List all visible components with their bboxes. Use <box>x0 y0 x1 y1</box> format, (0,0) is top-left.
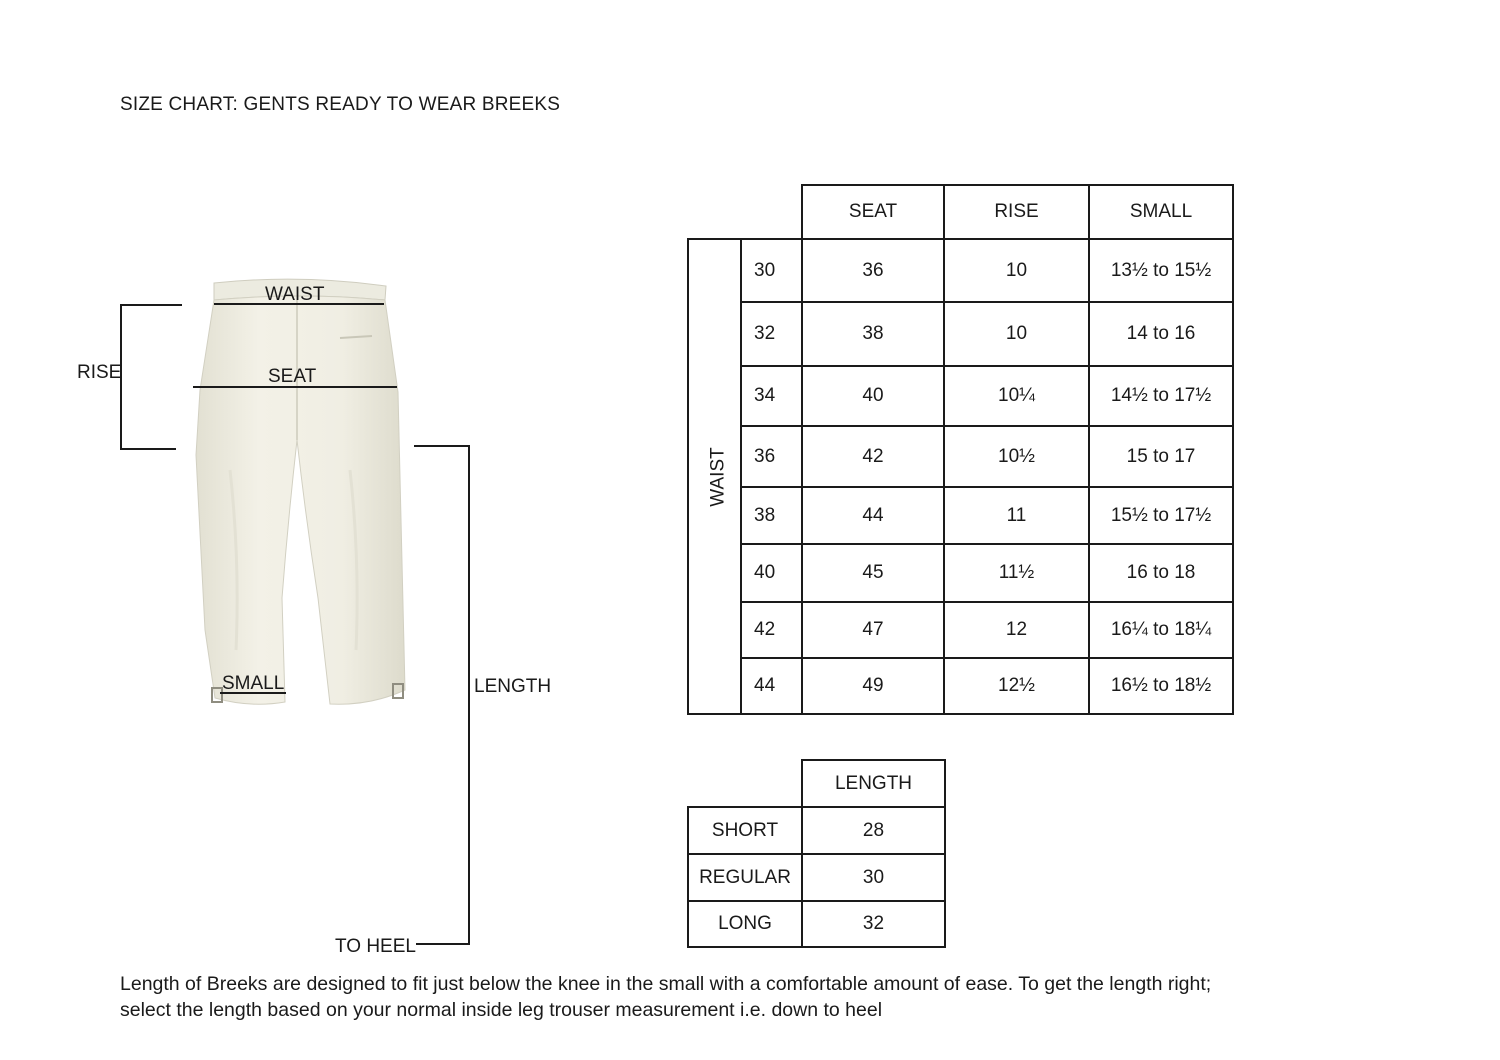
length-value-cell: 32 <box>802 901 945 947</box>
small-cell: 13½ to 15½ <box>1089 239 1233 302</box>
page-title: SIZE CHART: GENTS READY TO WEAR BREEKS <box>120 94 561 115</box>
length-value-cell: 30 <box>802 854 945 901</box>
table-row <box>688 854 945 901</box>
rise-cell: 10 <box>944 239 1089 302</box>
header-seat: SEAT <box>802 185 944 239</box>
length-header-blank <box>688 760 802 807</box>
rise-cell: 11 <box>944 487 1089 544</box>
table-row <box>688 901 945 947</box>
seat-cell: 40 <box>802 366 944 426</box>
waist-cell: 44 <box>741 658 802 714</box>
table-row <box>688 239 1233 302</box>
small-cell: 16½ to 18½ <box>1089 658 1233 714</box>
table-row <box>688 544 1233 602</box>
header-small: SMALL <box>1089 185 1233 239</box>
waist-cell: 42 <box>741 602 802 658</box>
waist-group-label: WAIST <box>707 446 729 507</box>
header-rise: RISE <box>944 185 1089 239</box>
length-label-cell: REGULAR <box>688 854 802 901</box>
waist-cell: 30 <box>741 239 802 302</box>
table-row <box>688 487 1233 544</box>
table-row <box>688 366 1233 426</box>
small-label: SMALL <box>222 673 285 694</box>
small-cell: 16 to 18 <box>1089 544 1233 602</box>
length-value-cell: 28 <box>802 807 945 854</box>
seat-cell: 38 <box>802 302 944 366</box>
length-label-cell: LONG <box>688 901 802 947</box>
table-row <box>688 807 945 854</box>
waist-group-label-cell <box>688 239 741 714</box>
table-row <box>688 658 1233 714</box>
length-table <box>687 759 946 948</box>
rise-cell: 10 <box>944 302 1089 366</box>
size-table-header-row <box>688 185 1233 239</box>
size-table <box>687 184 1234 715</box>
waist-cell: 40 <box>741 544 802 602</box>
length-label-cell: SHORT <box>688 807 802 854</box>
waist-cell: 36 <box>741 426 802 487</box>
fit-note <box>120 971 1320 1023</box>
rise-cell: 11½ <box>944 544 1089 602</box>
breeks-illustration <box>196 279 405 704</box>
fit-note-line-1: Length of Breeks are designed to fit just below the knee in the small with a comfortable amount of ease. To get the length right; <box>120 973 1212 995</box>
seat-cell: 49 <box>802 658 944 714</box>
table-row <box>688 302 1233 366</box>
rise-cell: 12 <box>944 602 1089 658</box>
seat-cell: 44 <box>802 487 944 544</box>
rise-cell: 10½ <box>944 426 1089 487</box>
seat-label: SEAT <box>268 366 317 387</box>
small-cell: 15 to 17 <box>1089 426 1233 487</box>
seat-cell: 47 <box>802 602 944 658</box>
table-row <box>688 426 1233 487</box>
waist-cell: 32 <box>741 302 802 366</box>
small-cell: 15½ to 17½ <box>1089 487 1233 544</box>
waist-cell: 34 <box>741 366 802 426</box>
header-length: LENGTH <box>802 760 945 807</box>
fit-note-line-2: select the length based on your normal inside leg trouser measurement i.e. down to heel <box>120 999 883 1021</box>
breeks-diagram <box>0 0 600 960</box>
length-label: LENGTH <box>474 676 552 697</box>
table-row <box>688 602 1233 658</box>
rise-cell: 12½ <box>944 658 1089 714</box>
small-cell: 16¼ to 18¼ <box>1089 602 1233 658</box>
to-heel-label: TO HEEL <box>335 936 416 957</box>
seat-cell: 42 <box>802 426 944 487</box>
waist-cell: 38 <box>741 487 802 544</box>
header-blank <box>688 185 802 239</box>
small-cell: 14½ to 17½ <box>1089 366 1233 426</box>
seat-cell: 36 <box>802 239 944 302</box>
rise-label: RISE <box>77 362 122 383</box>
rise-cell: 10¼ <box>944 366 1089 426</box>
seat-cell: 45 <box>802 544 944 602</box>
small-cell: 14 to 16 <box>1089 302 1233 366</box>
waist-label: WAIST <box>265 284 325 305</box>
length-table-header-row <box>688 760 945 807</box>
